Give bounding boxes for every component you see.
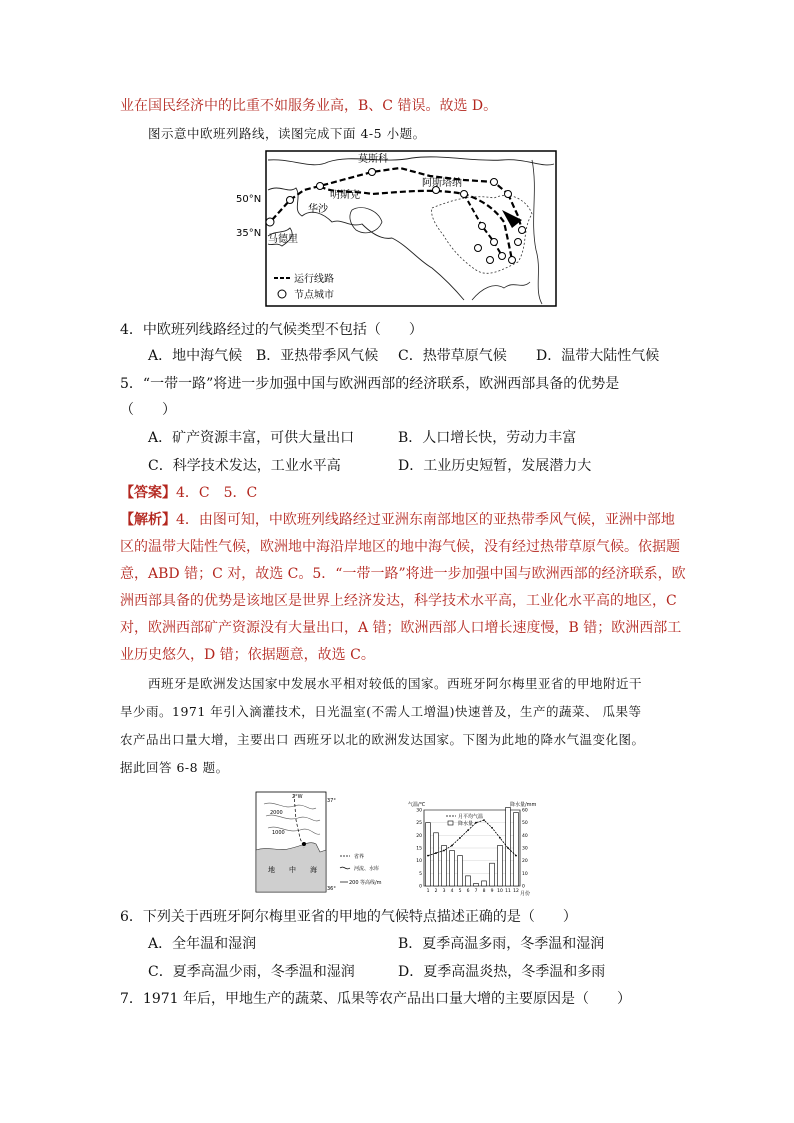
label-astana: 阿斯塔纳 xyxy=(422,178,462,189)
chart-x-tick: 10 xyxy=(497,889,503,894)
analysis-line-5: 对，欧洲西部矿产资源没有大量出口，A 错；欧洲西部人口增长速度慢，B 错；欧洲西部工 xyxy=(120,620,682,636)
analysis-label: 【解析】 xyxy=(120,512,176,528)
q4-stem: 4．中欧班列线路经过的气候类型不包括（ ） xyxy=(120,322,423,338)
chart-bar-precip xyxy=(426,823,431,886)
chart-temp-tick: 30 xyxy=(416,808,422,814)
chart-x-tick: 4 xyxy=(450,889,454,894)
legend-contour: 等高线/m xyxy=(360,880,382,886)
q45-intro: 图示意中欧班列路线，读图完成下面 4-5 小题。 xyxy=(148,126,426,141)
label-lat35: 35°N xyxy=(236,228,262,239)
chart-bar-precip xyxy=(450,851,455,886)
chart-ylabel: 气温/℃ xyxy=(408,802,426,808)
passage-line-1: 西班牙是欧洲发达国家中发展水平相对较低的国家。西班牙阿尔梅里亚省的甲地附近干 xyxy=(148,676,643,691)
chart-x-tick: 1 xyxy=(426,889,430,894)
chart-temp-tick: 15 xyxy=(416,846,422,852)
chart-precip-tick: 50 xyxy=(522,821,528,827)
analysis-line-1 xyxy=(120,510,675,530)
chart-temp-point xyxy=(475,822,477,824)
legend-border: 省界 xyxy=(354,854,365,860)
chart-bar-precip xyxy=(466,876,471,886)
analysis-line-4: 洲西部具备的优势是该地区是世界上经济发达，科学技术水平高，工业化水平高的地区，C xyxy=(120,593,677,609)
chart-bar-precip xyxy=(442,845,447,886)
chart-temp-tick: 20 xyxy=(416,833,422,839)
chart-x-tick: 5 xyxy=(458,889,462,894)
map2-elev-1: 2000 xyxy=(270,810,283,816)
q6-option-a[interactable]: A．全年温和湿润 xyxy=(148,936,257,952)
q5-option-b[interactable]: B．人口增长快，劳动力丰富 xyxy=(398,430,577,446)
q4-option-d[interactable]: D．温带大陆性气候 xyxy=(536,348,660,364)
map2-lat37: 37° xyxy=(327,798,336,804)
q4-option-a[interactable]: A．地中海气候 xyxy=(148,348,243,364)
label-lat50: 50°N xyxy=(236,194,262,205)
analysis-line-2: 区的温带大陆性气候，欧洲地中海沿岸地区的地中海气候，没有经过热带草原气候。依据题 xyxy=(120,539,680,555)
chart-temp-point xyxy=(467,829,469,831)
climate-chart xyxy=(406,798,536,898)
chart-legend-precip: 降水量 xyxy=(458,821,474,827)
map2-lon: 2°W xyxy=(292,794,303,800)
chart-bar-precip xyxy=(474,883,479,886)
q5-option-c[interactable]: C．科学技术发达，工业水平高 xyxy=(148,458,341,474)
chart-temp-point xyxy=(515,855,517,857)
q5-paren: （ ） xyxy=(120,402,176,418)
chart-precip-tick: 0 xyxy=(522,884,525,890)
map2-elev-2: 1000 xyxy=(272,830,285,836)
label-madrid: 马德里 xyxy=(268,234,298,245)
chart-bar-precip xyxy=(498,845,503,886)
answer-text: 4．C 5．C xyxy=(176,485,258,501)
passage-line-2: 旱少雨。1971 年引入滴灌技术，日光温室(不需人工增温)快速普及，生产的蔬菜、 瓜果等 xyxy=(120,704,642,719)
chart-precip-tick: 30 xyxy=(522,846,528,852)
chart-temp-point xyxy=(435,852,437,854)
analysis-text-1: 4．由图可知，中欧班列线路经过亚洲东南部地区的亚热带季风气候，亚洲中部地 xyxy=(176,512,675,528)
analysis-line-6: 业历史悠久，D 错；依据题意，故选 C。 xyxy=(120,647,375,663)
chart-temp-point xyxy=(507,847,509,849)
intro-line: 业在国民经济中的比重不如服务业高，B、C 错误。故选 D。 xyxy=(120,98,498,114)
chart-x-tick: 11 xyxy=(505,889,511,894)
label-moscow: 莫斯科 xyxy=(358,154,388,165)
chart-precip-tick: 60 xyxy=(522,808,528,814)
chart-x-tick: 12 xyxy=(513,889,519,894)
q5-option-d[interactable]: D．工业历史短暂，发展潜力大 xyxy=(398,458,592,474)
chart-y2label: 降水量/mm xyxy=(510,802,536,808)
label-minsk: 明斯克 xyxy=(330,190,360,201)
q7-stem: 7．1971 年后，甲地生产的蔬菜、瓜果等农产品出口量大增的主要原因是（ ） xyxy=(120,991,631,1007)
chart-x-tick: 8 xyxy=(482,889,486,894)
chart-x-tick: 3 xyxy=(442,889,446,894)
legend-route: 运行线路 xyxy=(294,274,334,285)
chart-xlabel: 月份 xyxy=(520,891,531,897)
chart-bar-precip xyxy=(490,863,495,886)
q4-option-c[interactable]: C．热带草原气候 xyxy=(398,348,507,364)
chart-temp-point xyxy=(443,850,445,852)
q6-option-d[interactable]: D．夏季高温炎热，冬季温和多雨 xyxy=(398,964,606,980)
chart-temp-point xyxy=(427,855,429,857)
answer-line xyxy=(120,483,257,503)
almeria-map xyxy=(254,790,394,896)
q6-stem: 6．下列关于西班牙阿尔梅里亚省的甲地的气候特点描述正确的是（ ） xyxy=(120,909,577,925)
q6-option-c[interactable]: C．夏季高温少雨，冬季温和湿润 xyxy=(148,964,355,980)
label-warsaw: 华沙 xyxy=(308,204,328,215)
map2-lat36: 36° xyxy=(327,886,336,892)
chart-temp-point xyxy=(483,819,485,821)
q5-option-a[interactable]: A．矿产资源丰富，可供大量出口 xyxy=(148,430,355,446)
legend-contour-val: 200 xyxy=(349,880,359,886)
legend-node: 节点城市 xyxy=(294,290,334,301)
chart-bar-precip xyxy=(458,856,463,886)
chart-temp-tick: 25 xyxy=(416,821,422,827)
q5-stem: 5．“一带一路”将进一步加强中国与欧洲西部的经济联系，欧洲西部具备的优势是 xyxy=(120,376,620,392)
q6-option-b[interactable]: B．夏季高温多雨，冬季温和湿润 xyxy=(398,936,605,952)
passage-line-4: 据此回答 6-8 题。 xyxy=(120,760,229,775)
chart-x-tick: 6 xyxy=(466,889,470,894)
chart-temp-tick: 10 xyxy=(416,859,422,865)
chart-temp-point xyxy=(491,827,493,829)
chart-x-tick: 7 xyxy=(474,889,478,894)
chart-precip-tick: 20 xyxy=(522,859,528,865)
chart-temp-point xyxy=(459,837,461,839)
answer-label: 【答案】 xyxy=(120,485,176,501)
chart-bar-precip xyxy=(482,881,487,886)
chart-temp-tick: 5 xyxy=(419,871,422,877)
chart-x-tick: 2 xyxy=(434,889,438,894)
legend-river: 河流、水库 xyxy=(354,866,380,872)
chart-legend-temp: 月平均气温 xyxy=(458,814,484,820)
chart-temp-point xyxy=(499,837,501,839)
q4-option-b[interactable]: B．亚热带季风气候 xyxy=(256,348,379,364)
chart-temp-point xyxy=(451,845,453,847)
chart-bar-precip xyxy=(514,813,519,886)
chart-temp-tick: 0 xyxy=(419,884,422,890)
chart-precip-tick: 40 xyxy=(522,833,528,839)
map2-sea: 地 中 海 xyxy=(268,866,317,874)
passage-line-3: 农产品出口量大增，主要出口 西班牙以北的欧洲发达国家。下图为此地的降水气温变化图。 xyxy=(120,732,645,747)
analysis-line-3: 意，ABD 错；C 对，故选 C。5．“一带一路”将进一步加强中国与欧洲西部的经济联系，欧 xyxy=(120,566,686,582)
chart-precip-tick: 10 xyxy=(522,871,528,877)
chart-bar-precip xyxy=(434,833,439,886)
chart-bar-precip xyxy=(506,807,511,886)
chart-x-tick: 9 xyxy=(490,889,494,894)
railway-map xyxy=(232,150,558,308)
